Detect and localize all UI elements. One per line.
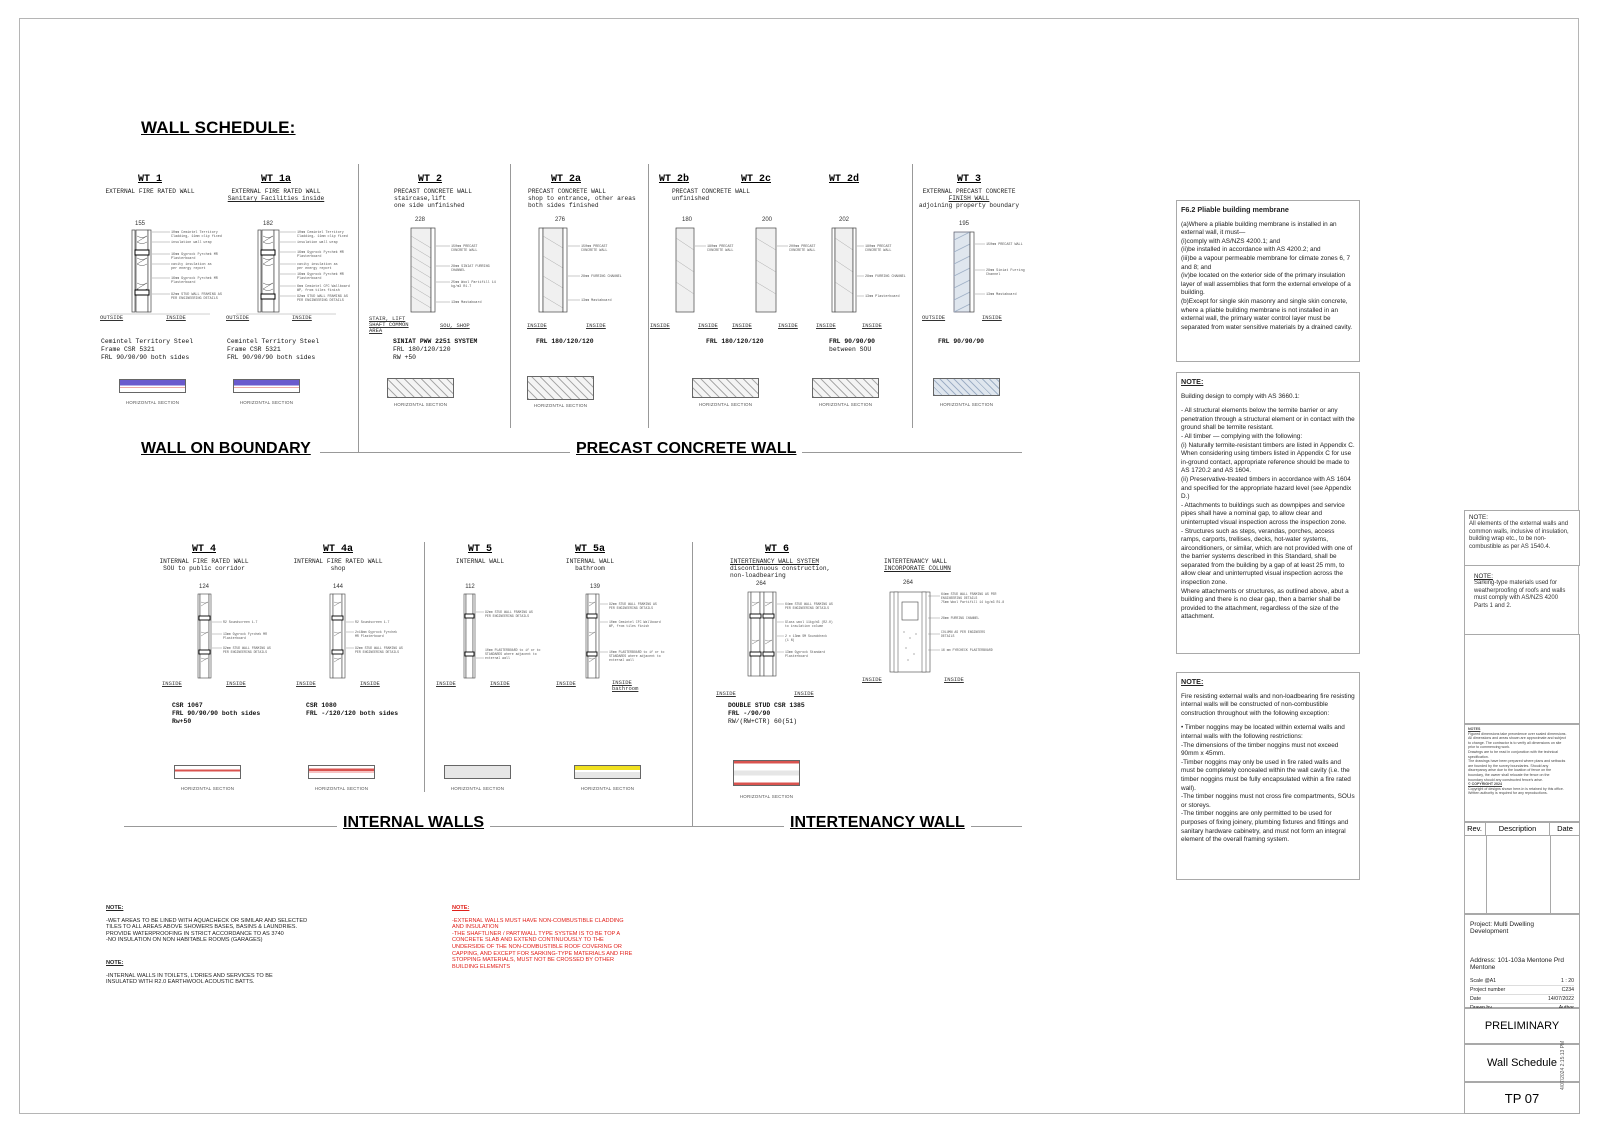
side-label-inside: INSIDE <box>650 322 670 329</box>
wall-code: WT 4a <box>322 544 353 555</box>
wall-code: WT 2 <box>417 174 442 185</box>
svg-text:13mm Mastaboard: 13mm Mastaboard <box>451 301 482 305</box>
svg-text:180mm PRECAST: 180mm PRECAST <box>707 245 734 249</box>
wall-type-wt5a <box>540 544 640 572</box>
svg-text:10mm Cemintel Territory: 10mm Cemintel Territory <box>171 231 218 235</box>
horizontal-section-swatch <box>933 378 1000 396</box>
project-number: C234 <box>1561 987 1574 993</box>
wall-dimension: 264 <box>902 580 913 586</box>
svg-text:Plasterboard: Plasterboard <box>297 255 322 259</box>
svg-text:13mm Gyprock Fyrchek MR: 13mm Gyprock Fyrchek MR <box>223 632 267 636</box>
wall-type-wt2 <box>380 174 480 209</box>
svg-text:STANDARDS where adjacent to: STANDARDS where adjacent to <box>609 654 661 658</box>
note-internal-walls: NOTE: -INTERNAL WALLS IN TOILETS, L'DRIES AND SERVICES TO BE INSULATED WITH R2.0 EARTHWOOL ACOUSTIC BATTS. <box>106 960 273 986</box>
svg-text:28mm SINIAT FURRING: 28mm SINIAT FURRING <box>451 265 490 269</box>
svg-text:to insulation column: to insulation column <box>785 624 824 628</box>
wall-description: INTERNAL WALL bathroom <box>565 558 615 572</box>
note-external-walls: NOTE: -EXTERNAL WALLS MUST HAVE NON-COMBUSTIBLE CLADDING AND INSULATION -THE SHAFTLINER / PARTIWALL TYPE SYSTEM IS TO BE TOP A CONCRETE SLAB AND EXTEND CONTINUOUSLY TO THE UNDERSIDE OF THE NON-COMBUSTIBLE ROOF COVERING OR CAPPING, AND EXCEPT FOR SARKING-TYPE MATERIALS AND FIRE STOPPING MATERIALS, MUST NOT BE CROSSED BY OTHER BUILDING ELEMENTS <box>452 905 633 970</box>
divider <box>648 164 649 428</box>
revision-column-rule <box>1550 836 1551 914</box>
svg-text:150mm PRECAST: 150mm PRECAST <box>581 245 608 249</box>
wall-spec: FRL 180/120/120 <box>536 338 594 345</box>
wall-section-drawing <box>884 588 1034 682</box>
svg-text:kg/m3 R1.7: kg/m3 R1.7 <box>451 285 472 289</box>
svg-text:Cladding, 11mm clip fixed: Cladding, 11mm clip fixed <box>297 235 348 239</box>
side-label-inside: INSIDE <box>292 314 312 321</box>
note-wet-areas: NOTE: -WET AREAS TO BE LINED WITH AQUACHECK OR SIMILAR AND SELECTED TILES TO ALL AREAS ABOVE SHOWERS BASES, BASINS & LAUNDRIES. PROVIDE WATERPROOFING IN STRICT ACCORDANCE TO AS 3740 -NO INSULATION ON NON HABITABLE ROOMS (GARAGES) <box>106 905 308 944</box>
wall-dimension: 144 <box>332 584 343 590</box>
horizontal-section-label: HORIZONTAL SECTION <box>450 786 505 791</box>
svg-text:PER ENGINEERING DETAILS: PER ENGINEERING DETAILS <box>485 614 529 618</box>
side-label-outside: OUTSIDE <box>100 314 124 321</box>
svg-text:150mm PRECAST: 150mm PRECAST <box>451 245 478 249</box>
svg-text:DETAILS: DETAILS <box>941 634 955 638</box>
svg-text:CONCRETE WALL: CONCRETE WALL <box>789 249 816 253</box>
side-label-outside: OUTSIDE <box>922 314 946 321</box>
svg-text:STANDARDS where adjacent to: STANDARDS where adjacent to <box>485 652 537 656</box>
wall-description: PRECAST CONCRETE WALL shop to entrance, other areas both sides finished <box>528 188 636 209</box>
sheet-name: Wall Schedule <box>1464 1044 1580 1082</box>
side-label-inside: INSIDE <box>436 680 456 687</box>
side-label-inside: INSIDE <box>162 680 182 687</box>
wall-spec: Cemintel Territory Steel Frame CSR 5321 FRL 90/90/90 both sides <box>227 338 320 361</box>
horizontal-section-label: HORIZONTAL SECTION <box>239 400 294 405</box>
wall-spec: FRL 180/120/120 <box>706 338 764 345</box>
wall-section-drawing <box>742 590 860 684</box>
horizontal-section-swatch <box>692 378 759 398</box>
svg-text:PER ENGINEERING DETAILS: PER ENGINEERING DETAILS <box>355 650 399 654</box>
svg-text:13mm Mastaboard: 13mm Mastaboard <box>986 293 1017 297</box>
side-label-sou: SOU, SHOP <box>440 322 470 329</box>
wall-spec: SINIAT PWW 2251 SYSTEM FRL 180/120/120 RW +50 <box>393 338 478 361</box>
horizontal-section-label: HORIZONTAL SECTION <box>533 403 588 408</box>
title-block-logo-area <box>1464 634 1580 724</box>
svg-text:64mm STUD WALL FRAMING AS: 64mm STUD WALL FRAMING AS <box>785 602 833 606</box>
scale-value: 1 : 20 <box>1561 978 1574 984</box>
wall-type-wt1a <box>224 174 328 202</box>
svg-text:10mm PLASTERBOARD to if or to: 10mm PLASTERBOARD to if or to <box>609 650 665 654</box>
wall-spec: Cemintel Territory Steel Frame CSR 5321 FRL 90/90/90 both sides <box>101 338 194 361</box>
issue-date: 14/07/2022 <box>1548 996 1574 1002</box>
note-box-termite: NOTE: Building design to comply with AS 3660.1: - All structural elements below the termite barrier or any penetration through a structural element or in contact with the ground shall be termite resistant. - All timber — complying with the following: (i) Naturally termite-resistant timbers are listed in Appendix C. When considering using timbers listed in Appendix C for use in-ground contact, appropriate reference should be made to AS 1720.2 and AS 1604. (ii) Preservative-treated timbers in accordance with AS 1604 and specified for the appropriate hazard level (see Appendix D.) - Attachments to buildings such as downpipes and service pipes shall have a nominal gap, to allow clear and uninterrupted visual inspection across the inspection zone. - Structures such as steps, verandas, porches, access ramps, carports, trellises, decks, hot-water systems, airconditioners, or similar, which are not provided with one of the barrier systems described in this Standard, shall be separated from the building by a gap of at least 25 mm, to allow clear and uninterrupted visual inspection across the inspection zone. Where attachments or structures, as outlined above, abut a building and there is no clear gap, then a barrier shall be provided to the attachment, regardless of the size of the attachment. <box>1176 372 1360 654</box>
project-info: Project: Multi Dwelling Development Address: 101-103a Mentone Prd Mentone Scale @A1 1 : 20 Project number C234 Date 14/07/2022 <box>1464 914 1580 1008</box>
wall-section-drawing <box>668 226 828 322</box>
section-title-precast: PRECAST CONCRETE WALL <box>570 440 802 458</box>
wall-section-drawing <box>582 592 694 684</box>
wall-code-wt2d: WT 2d <box>828 174 859 185</box>
wall-section-drawing <box>190 592 280 684</box>
svg-text:PER ENGINEERING DETAILS: PER ENGINEERING DETAILS <box>223 650 267 654</box>
svg-text:2x16mm Gyprock Fyrchek: 2x16mm Gyprock Fyrchek <box>355 630 398 634</box>
title-block-note-noncombustible: NOTE: All elements of the external walls and common walls, inclusive of insulation, building wrap etc., to be non-combustible as per AS 1540.4. <box>1464 510 1580 566</box>
side-label-inside: INSIDE <box>982 314 1002 321</box>
horizontal-section-label: HORIZONTAL SECTION <box>739 794 794 799</box>
rev-header: Rev. <box>1464 822 1486 835</box>
wall-description: INTERNAL WALL <box>455 558 505 565</box>
wall-code: WT 2a <box>550 174 581 185</box>
side-label-inside: INSIDE <box>862 676 882 683</box>
side-label-inside: INSIDE <box>944 676 964 683</box>
svg-text:Channel: Channel <box>986 273 1001 277</box>
svg-text:cavity insulation as: cavity insulation as <box>171 263 212 267</box>
svg-text:25mm Wool Partifill 14: 25mm Wool Partifill 14 <box>451 281 496 285</box>
side-label-inside: INSIDE <box>732 322 752 329</box>
horizontal-section-label: HORIZONTAL SECTION <box>125 400 180 405</box>
svg-text:insulation wall wrap: insulation wall wrap <box>171 241 212 245</box>
svg-text:92mm STUD WALL FRAMING AS: 92mm STUD WALL FRAMING AS <box>609 602 657 606</box>
svg-text:92mm STUD WALL FRAMING AS: 92mm STUD WALL FRAMING AS <box>223 646 271 650</box>
svg-text:2 x 13mm SM Soundcheck: 2 x 13mm SM Soundcheck <box>785 634 828 638</box>
side-label-inside: INSIDE <box>698 322 718 329</box>
wall-dimension: 112 <box>465 584 475 590</box>
svg-text:Cladding, 11mm clip fixed: Cladding, 11mm clip fixed <box>171 235 222 239</box>
side-label-inside: INSIDE <box>778 322 798 329</box>
note-box-pliable-membrane: F6.2 Pliable building membrane (a)Where a pliable building membrane is installed in an external wall, it must— (i)comply with AS/NZS 4200.1; and (ii)be installed in accordance with AS 4200.2; and (iii)be a vapour permeable membrane for climate zones 6, 7 and 8; and (iv)be located on the exterior side of the primary insulation layer of wall assemblies that form the external envelope of a building. (b)Except for single skin masonry and single skin concrete, where a pliable building membrane is not installed in an external wall, the primary water control layer must be separated from water sensitive materials by a drained cavity. <box>1176 200 1360 362</box>
svg-text:13mm Mastaboard: 13mm Mastaboard <box>581 299 612 303</box>
wall-code: WT 3 <box>956 174 981 185</box>
svg-text:16mm Gyprock Fyrchek MR: 16mm Gyprock Fyrchek MR <box>171 253 218 257</box>
svg-text:external wall: external wall <box>609 658 634 662</box>
svg-text:Glass wool 11kg/m3 (R2.0): Glass wool 11kg/m3 (R2.0) <box>785 620 833 624</box>
wall-type-wt3 <box>914 174 1024 209</box>
horizontal-section-swatch <box>527 376 594 400</box>
wall-dimension: 180 <box>681 217 692 223</box>
svg-text:insulation wall wrap: insulation wall wrap <box>297 241 338 245</box>
side-label-inside: INSIDE <box>490 680 510 687</box>
side-label-inside: INSIDE <box>794 690 814 697</box>
svg-text:10mm Cemintel CFC Wallboard: 10mm Cemintel CFC Wallboard <box>609 620 661 624</box>
wall-spec: CSR 1080 FRL -/120/120 both sides <box>306 702 399 717</box>
wall-dimension: 155 <box>134 221 145 227</box>
svg-text:16mm Gyprock Fyrchek MR: 16mm Gyprock Fyrchek MR <box>297 251 344 255</box>
wall-description: EXTERNAL FIRE RATED WALL <box>105 188 195 195</box>
side-label-stair: STAIR, LIFT SHAFT COMMON AREA <box>369 315 409 334</box>
svg-text:92mm STUD WALL FRAMING AS: 92mm STUD WALL FRAMING AS <box>355 646 403 650</box>
wall-dimension: 228 <box>414 217 425 223</box>
svg-text:92mm STUD WALL FRAMING AS: 92mm STUD WALL FRAMING AS <box>171 293 222 297</box>
wall-code: WT 6 <box>764 544 789 555</box>
wall-description: PRECAST CONCRETE WALL staircase,lift one side unfinished <box>394 188 472 209</box>
svg-text:COLUMN AS PER ENGINEERS: COLUMN AS PER ENGINEERS <box>941 630 985 634</box>
side-label-bathroom: INSIDE bathroom <box>612 679 639 692</box>
wall-section-drawing <box>460 592 570 684</box>
wall-section-drawing <box>535 226 640 322</box>
wall-code: WT 1 <box>137 174 162 185</box>
svg-text:CONCRETE WALL: CONCRETE WALL <box>581 249 608 253</box>
svg-text:10mm PLASTERBOARD to if or to: 10mm PLASTERBOARD to if or to <box>485 648 541 652</box>
wall-code-wt2b: WT 2b <box>658 174 689 185</box>
svg-text:PER ENGINEERING DETAILS: PER ENGINEERING DETAILS <box>297 299 344 303</box>
svg-text:64mm STUD WALL FRAMING AS PER: 64mm STUD WALL FRAMING AS PER <box>941 592 997 596</box>
svg-text:28mm FURRING CHANNEL: 28mm FURRING CHANNEL <box>581 275 622 279</box>
side-label-inside: INSIDE <box>360 680 380 687</box>
wall-type-wt4a <box>288 544 388 572</box>
wall-description: INTERNAL FIRE RATED WALL shop <box>293 558 383 572</box>
svg-text:92mm STUD WALL FRAMING AS: 92mm STUD WALL FRAMING AS <box>297 295 348 299</box>
divider <box>424 542 425 792</box>
side-label-outside: OUTSIDE <box>226 314 250 321</box>
svg-text:(1 N): (1 N) <box>785 638 795 642</box>
wall-type-wt4 <box>154 544 254 572</box>
wall-description: INTERTENANCY WALL SYSTEM discontinuous construction, non-loadbearing <box>730 558 831 579</box>
svg-text:28mm FURRING CHANNEL: 28mm FURRING CHANNEL <box>865 275 906 279</box>
section-title-intertenancy: INTERTENANCY WALL <box>784 814 971 832</box>
side-label-inside: INSIDE <box>226 680 246 687</box>
divider <box>358 164 359 452</box>
horizontal-section-swatch <box>733 760 800 786</box>
side-label-inside: INSIDE <box>296 680 316 687</box>
svg-text:13mm Gyprock Standard: 13mm Gyprock Standard <box>785 650 826 654</box>
svg-text:CHANNEL: CHANNEL <box>451 269 466 273</box>
horizontal-section-swatch <box>444 765 511 779</box>
wall-spec: CSR 1067 FRL 90/90/90 both sides Rw+50 <box>172 702 261 725</box>
svg-text:per energy report: per energy report <box>297 267 332 271</box>
svg-text:CONCRETE WALL: CONCRETE WALL <box>451 249 478 253</box>
svg-text:WP, from tiles finish: WP, from tiles finish <box>297 289 340 293</box>
revision-column-rule <box>1486 836 1487 914</box>
side-label-inside: INSIDE <box>862 322 882 329</box>
svg-text:Plasterboard: Plasterboard <box>297 277 322 281</box>
sheet-number: TP 07 <box>1464 1082 1580 1114</box>
svg-text:180mm PRECAST: 180mm PRECAST <box>865 245 892 249</box>
wall-type-wt5 <box>430 544 530 565</box>
wall-dimension: 182 <box>262 221 273 227</box>
wall-dimension: 195 <box>958 221 969 227</box>
wall-dimension: 124 <box>198 584 209 590</box>
print-timestamp: 4/07/2024 2:15:13 PM <box>1560 1040 1566 1090</box>
wall-section-drawing <box>110 228 222 320</box>
svg-text:28mm Siniat Furring: 28mm Siniat Furring <box>986 269 1025 273</box>
svg-text:Plasterboard: Plasterboard <box>785 654 808 658</box>
svg-text:PER ENGINEERING DETAILS: PER ENGINEERING DETAILS <box>171 297 218 301</box>
section-title-boundary: WALL ON BOUNDARY <box>141 440 311 457</box>
wall-description: PRECAST CONCRETE WALL unfinished <box>672 188 750 202</box>
wall-dimension: 264 <box>755 581 766 587</box>
horizontal-section-swatch <box>574 765 641 779</box>
address: 101-103a Mentone Prd Mentone <box>1470 957 1564 971</box>
horizontal-section-swatch <box>812 378 879 398</box>
svg-text:6mm Cemintel CFC Wallboard: 6mm Cemintel CFC Wallboard <box>297 285 350 289</box>
svg-text:16mm Gyprock Fyrchek MR: 16mm Gyprock Fyrchek MR <box>297 273 344 277</box>
wall-dimension: 276 <box>554 217 565 223</box>
wall-section-drawing <box>396 226 506 322</box>
side-label-inside: INSIDE <box>716 690 736 697</box>
svg-text:R2 Soundscreen 1.7: R2 Soundscreen 1.7 <box>355 620 390 624</box>
project-name: Multi Dwelling Development <box>1470 921 1534 935</box>
wall-section-drawing <box>828 226 910 322</box>
wall-spec: DOUBLE STUD CSR 1385 FRL -/90/90 RW/(RW+CTR) 60(51) <box>728 702 805 725</box>
wall-description-column: INTERTENANCY WALL INCORPORATE COLUMN <box>884 558 951 572</box>
svg-text:28mm FURRING CHANNEL: 28mm FURRING CHANNEL <box>941 616 980 620</box>
svg-text:Plasterboard: Plasterboard <box>171 257 196 261</box>
horizontal-section-swatch <box>174 765 241 779</box>
svg-text:external wall: external wall <box>485 656 510 660</box>
side-label-inside: INSIDE <box>166 314 186 321</box>
side-label-inside: INSIDE <box>586 322 606 329</box>
side-label-inside: INSIDE <box>816 322 836 329</box>
horizontal-section-label: HORIZONTAL SECTION <box>818 402 873 407</box>
horizontal-section-swatch <box>119 379 186 393</box>
date-header: Date <box>1557 824 1573 833</box>
description-header: Description <box>1486 822 1550 835</box>
svg-text:16mm Gyprock Fyrchek MR: 16mm Gyprock Fyrchek MR <box>171 277 218 281</box>
horizontal-section-label: HORIZONTAL SECTION <box>580 786 635 791</box>
wall-section-drawing <box>236 228 350 320</box>
svg-text:75mm Wool Partifill 14 kg/m3 R: 75mm Wool Partifill 14 kg/m3 R1.8 <box>941 600 1005 604</box>
wall-dimension: 139 <box>589 584 600 590</box>
wall-code: WT 4 <box>191 544 216 555</box>
horizontal-section-label: HORIZONTAL SECTION <box>698 402 753 407</box>
svg-text:per energy report: per energy report <box>171 267 206 271</box>
svg-text:10mm Cemintel Territory: 10mm Cemintel Territory <box>297 231 344 235</box>
svg-text:200mm PRECAST: 200mm PRECAST <box>789 245 816 249</box>
title-block-general-notes: NOTES Figured dimensions take precedence over scaled dimensions. All dimensions and areas shown are approximate and subject to change. The contractor is to verify all dimensions on site prior to commencing work. Drawings are to be read in conjunction with the technical specification. The drawings have been prepared where plans and setbacks are founded by the survey boundaries. Should any discrepancy arise due to the location of fence on the boundary, the owner shall relocate the fence on the boundary should any constructed fence's arise. © COPYRIGHT 2024 Copyright of designs shown here-in is retained by this office. Written authority is required for any reproductions. <box>1464 724 1580 822</box>
horizontal-section-label: HORIZONTAL SECTION <box>314 786 369 791</box>
section-title-internal: INTERNAL WALLS <box>337 814 490 832</box>
revision-table-header <box>1464 822 1580 836</box>
wall-description: EXTERNAL PRECAST CONCRETE FINISH WALL adjoining property boundary <box>918 188 1020 209</box>
divider <box>510 164 511 428</box>
horizontal-section-swatch <box>387 378 454 398</box>
side-label-inside: INSIDE <box>527 322 547 329</box>
wall-type-wt1 <box>100 174 200 195</box>
note-box-fire-resisting: NOTE: Fire resisting external walls and non-loadbearing fire resisting internal walls will be constructed of non-combustible construction throughout with the following exception: • Timber noggins may be located within external walls and internal walls with the following restrictions: -The dimensions of the timber noggins must not exceed 90mm x 45mm. -Timber noggins may only be used in fire rated walls and must be completely concealed within the wall cavity (i.e. the timber noggins must be fully encapsulated within a fire rated wall). -The timber noggins must not cross fire compartments, SOUs or storeys. -The timber noggins are only permitted to be used for purposes of fixing joinery, plumbing fixtures and fittings and sanitary hardware cabinetry, and must not form an integral element of the overall framing system. <box>1176 672 1360 880</box>
horizontal-section-swatch <box>233 379 300 393</box>
horizontal-section-label: HORIZONTAL SECTION <box>180 786 235 791</box>
svg-text:PER ENGINEERING DETAILS: PER ENGINEERING DETAILS <box>785 606 829 610</box>
svg-text:CONCRETE WALL: CONCRETE WALL <box>707 249 734 253</box>
horizontal-section-swatch <box>308 765 375 779</box>
svg-text:cavity insulation as: cavity insulation as <box>297 263 338 267</box>
status-preliminary: PRELIMINARY <box>1464 1008 1580 1044</box>
svg-text:WP, from tiles finish: WP, from tiles finish <box>609 624 650 628</box>
svg-text:Plasterboard: Plasterboard <box>171 281 196 285</box>
wall-spec: FRL 90/90/90 <box>938 338 985 345</box>
horizontal-section-label: HORIZONTAL SECTION <box>393 402 448 407</box>
wall-type-wt2a <box>516 174 636 209</box>
horizontal-section-label: HORIZONTAL SECTION <box>939 402 994 407</box>
svg-text:92mm STUD WALL FRAMING AS: 92mm STUD WALL FRAMING AS <box>485 610 533 614</box>
title-block-note-sarking: NOTE: Sarking-type materials used for weatherproofing of roofs and walls must comply with AS/NZS 4200 Parts 1 and 2. <box>1470 570 1574 620</box>
address-label: Address: <box>1470 957 1496 964</box>
wall-dimension: 202 <box>838 217 849 223</box>
divider <box>912 164 913 428</box>
svg-text:150mm PRECAST WALL: 150mm PRECAST WALL <box>986 243 1023 247</box>
svg-text:16 mm FYRCHECK PLASTERBOARD: 16 mm FYRCHECK PLASTERBOARD <box>941 648 993 652</box>
svg-text:Plasterboard: Plasterboard <box>223 636 246 640</box>
svg-text:MR Plasterboard: MR Plasterboard <box>355 634 384 638</box>
divider <box>692 542 693 826</box>
wall-section-drawing <box>322 592 422 684</box>
side-label-inside: INSIDE <box>556 680 576 687</box>
wall-dimension: 200 <box>761 217 772 223</box>
schedule-title: WALL SCHEDULE: <box>141 118 296 137</box>
wall-code: WT 5 <box>467 544 492 555</box>
svg-text:CONCRETE WALL: CONCRETE WALL <box>865 249 892 253</box>
wall-section-drawing <box>945 230 1030 320</box>
wall-type-wt6 <box>722 544 832 579</box>
wall-description: EXTERNAL FIRE RATED WALL Sanitary Facilities inside <box>227 188 325 202</box>
svg-text:13mm Plasterboard: 13mm Plasterboard <box>865 295 900 299</box>
svg-text:PER ENGINEERING DETAILS: PER ENGINEERING DETAILS <box>609 606 653 610</box>
wall-code-wt2c: WT 2c <box>740 174 771 185</box>
wall-spec: FRL 90/90/90 between SOU <box>829 338 876 353</box>
project-label: Project: <box>1470 921 1493 928</box>
wall-code: WT 1a <box>260 174 291 185</box>
wall-code: WT 5a <box>574 544 605 555</box>
wall-description: INTERNAL FIRE RATED WALL SOU to public corridor <box>159 558 249 572</box>
svg-text:ENGINEERING DETAILS: ENGINEERING DETAILS <box>941 596 978 600</box>
svg-text:R2 Soundscreen 1.7: R2 Soundscreen 1.7 <box>223 620 258 624</box>
